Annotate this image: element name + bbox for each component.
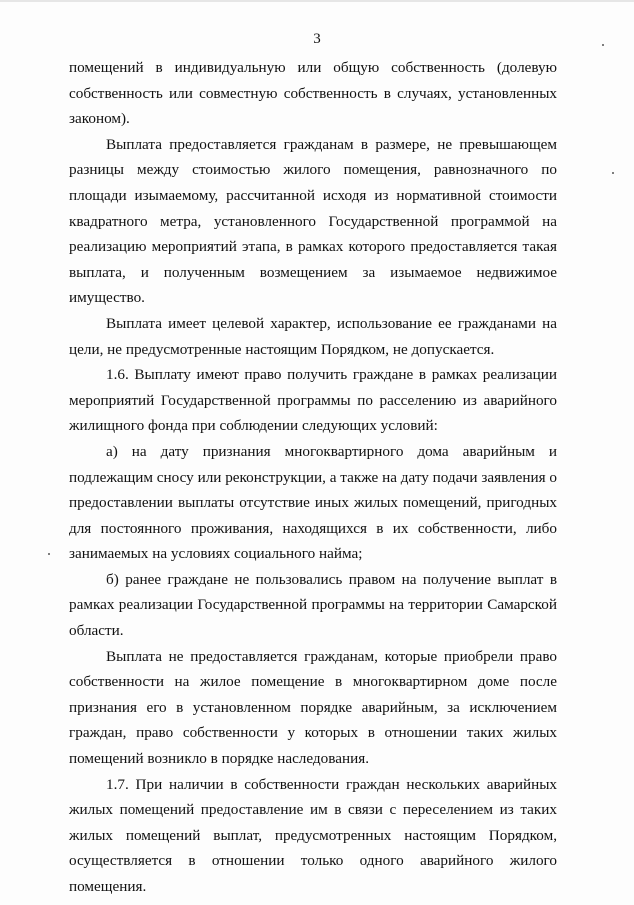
paragraph-section-1-6: 1.6. Выплату имеют право получить граждане в рамках реализации мероприятий Государственной программы по расселению из аварийного жилищного фонда при соблюдении следующих условий: (69, 366, 557, 435)
paragraph-continuation: помещений в индивидуальную или общую собственность (долевую собственность или совместную собственность в случаях, установленных законом). (69, 59, 557, 128)
paragraph-condition-b: б) ранее граждане не пользовались правом на получение выплат в рамках реализации Государственной программы на территории Самарской области. (69, 570, 557, 640)
paragraph-payment-purpose: Выплата имеет целевой характер, использование ее гражданами на цели, не предусмотренные настоящим Порядком, не допускается. (69, 314, 557, 358)
paragraph-payment-amount: Выплата предоставляется гражданам в размере, не превышающем разницы между стоимостью жилого помещения, равнозначного по площади изымаемому, рассчитанной исходя из нормативной стоимости квадратного метра, установленного Государственной программой на реализацию мероприятий этапа, в рамках которого предоставляется такая выплата, и полученным возмещением за изымаемое недвижимое имущество. (69, 135, 557, 307)
scan-speck (48, 553, 50, 555)
scan-top-edge (0, 0, 634, 2)
scan-speck (602, 44, 604, 46)
document-body (69, 55, 557, 900)
paragraph-section-1-7: 1.7. При наличии в собственности граждан нескольких аварийных жилых помещений предоставление им в связи с переселением из таких жилых помещений выплат, предусмотренных настоящим Порядком, осуществляется в отношении только одного аварийного жилого помещения. (69, 775, 557, 895)
scan-speck (612, 172, 614, 174)
paragraph-condition-a: а) на дату признания многоквартирного дома аварийным и подлежащим сносу или реконструкции, а также на дату подачи заявления о предоставлении выплаты отсутствие иных жилых помещений, пригодных для постоянного проживания, находящихся в их собственности, либо занимаемых на условиях социального найма; (69, 442, 557, 563)
page-number: 3 (313, 31, 321, 47)
paragraph-exclusion: Выплата не предоставляется гражданам, которые приобрели право собственности на жилое помещение в многоквартирном доме после признания его в установленном порядке аварийным, за исключением граждан, право собственности у которых в отношении таких жилых помещений возникло в порядке наследования. (69, 647, 557, 768)
